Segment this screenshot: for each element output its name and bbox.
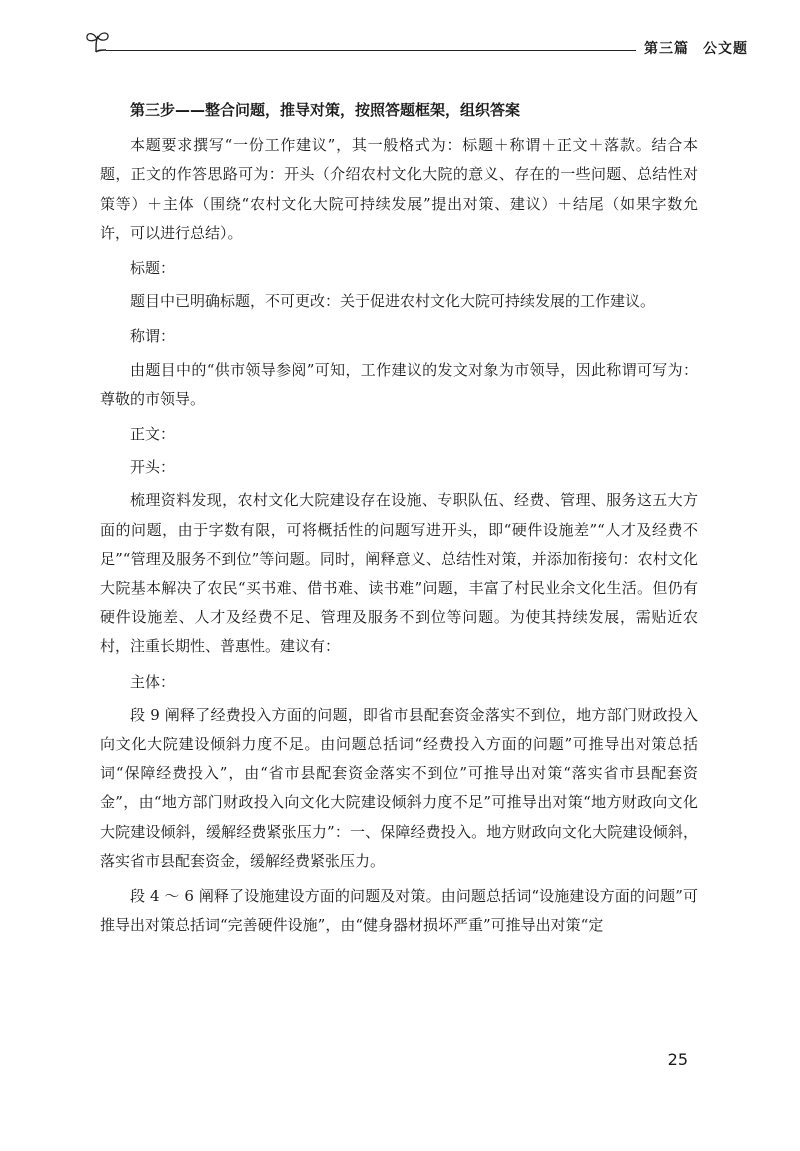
running-header [84, 28, 748, 68]
step-heading: 第三步——整合问题，推导对策，按照答题框架，组织答案 [130, 101, 521, 119]
paragraph: 由题目中的“供市领导参阅”可知，工作建议的发文对象为市领导，因此称谓可写为：尊敬的市领导。 [100, 360, 698, 408]
section-title [644, 38, 748, 58]
paragraph: 段 9 阐释了经费投入方面的问题，即省市县配套资金落实不到位，地方部门财政投入向文化大院建设倾斜力度不足。由问题总括词“经费投入方面的问题”可推导出对策总括词“保障经费投入”，由“省市县配套资金落实不到位”可推导出对策“落实省市县配套资金”，由“地方部门财政投入向文化大院建设倾斜力度不足”可推导出对策“地方财政向文化大院建设倾斜，缓解经费紧张压力”：一、保障经费投入。地方财政向文化大院建设倾斜，落实省市县配套资金，缓解经费紧张压力。 [100, 705, 698, 870]
label-body: 正文： [130, 425, 176, 444]
header-rule [106, 50, 636, 51]
page-body [100, 96, 698, 946]
paragraph: 段 4 ～ 6 阐释了设施建设方面的问题及对策。由问题总括词“设施建设方面的问题”可推导出对策总括词“完善硬件设施”，由“健身器材损坏严重”可推导出对策“定 [100, 887, 698, 935]
paragraph: 本题要求撰写“一份工作建议”，其一般格式为：标题＋称谓＋正文＋落款。结合本题，正文的作答思路可为：开头（介绍农村文化大院的意义、存在的一些问题、总结性对策等）＋主体（围绕“农村文化大院可持续发展”提出对策、建议）＋结尾（如果字数允许，可以进行总结）。 [100, 136, 698, 242]
page-number: 25 [667, 1050, 688, 1069]
paragraph: 梳理资料发现，农村文化大院建设存在设施、专职队伍、经费、管理、服务这五大方面的问题，由于字数有限，可将概括性的问题写进开头，即“硬件设施差”“人才及经费不足”“管理及服务不到位”等问题。同时，阐释意义、总结性对策，并添加衔接句：农村文化大院基本解决了农民“买书难、借书难、读书难”问题，丰富了村民业余文化生活。但仍有硬件设施差、人才及经费不足、管理及服务不到位等问题。为使其持续发展，需贴近农村，注重长期性、普惠性。建议有： [100, 491, 698, 656]
sprout-icon [84, 28, 112, 56]
label-title: 标题： [130, 259, 176, 278]
section-name: 公文题 [703, 41, 748, 57]
label-salutation: 称谓： [130, 327, 176, 346]
section-number: 第三篇 [644, 41, 689, 57]
label-opening: 开头： [130, 458, 176, 477]
paragraph: 题目中已明确标题，不可更改：关于促进农村文化大院可持续发展的工作建议。 [130, 292, 656, 311]
label-main: 主体： [130, 672, 176, 691]
